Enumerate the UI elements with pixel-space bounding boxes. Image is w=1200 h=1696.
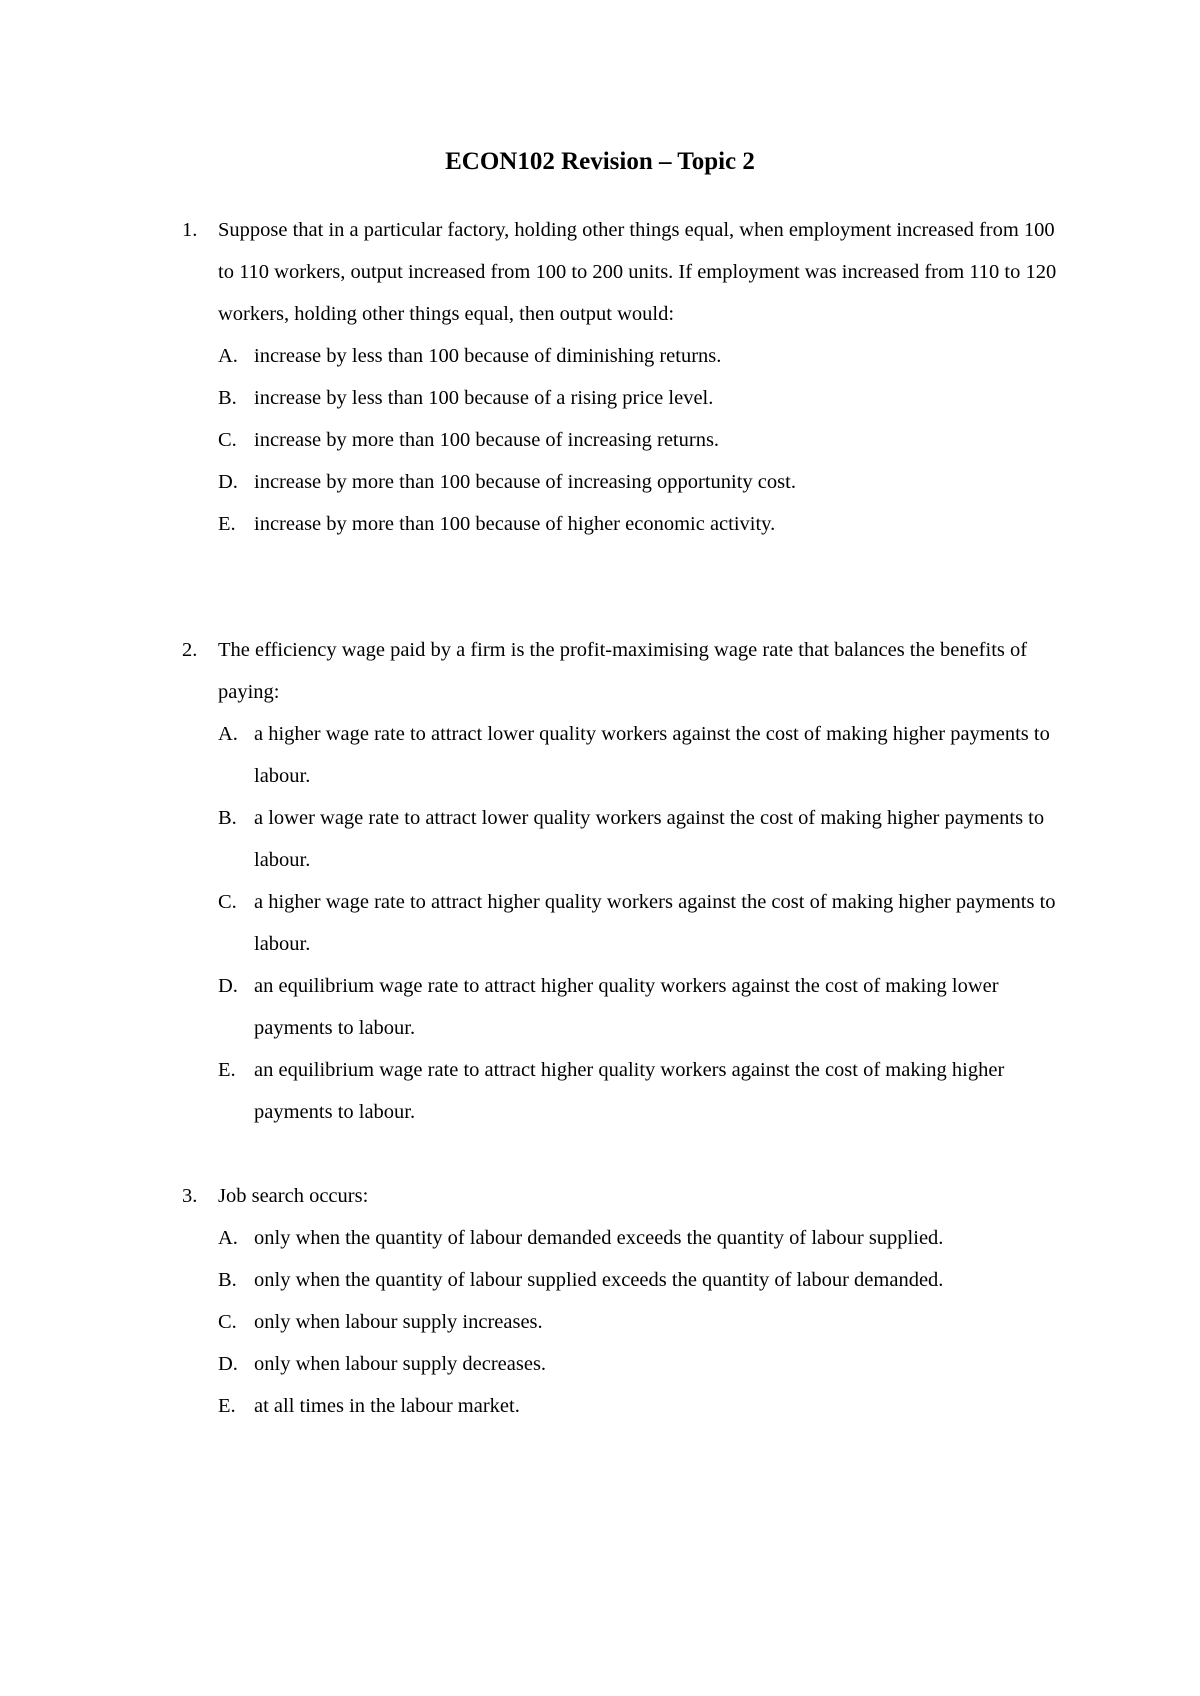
option-row (182, 881, 1062, 965)
option-row (182, 1385, 1062, 1427)
question-3 (182, 1175, 1062, 1427)
option-letter: A. (218, 723, 238, 745)
option-row (182, 1217, 1062, 1259)
option-row (182, 713, 1062, 797)
option-text: an equilibrium wage rate to attract higher quality workers against the cost of making lower payments to labour. (254, 975, 999, 1039)
option-letter: A. (218, 345, 238, 367)
option-text: increase by more than 100 because of increasing opportunity cost. (254, 471, 796, 493)
option-text: increase by less than 100 because of a rising price level. (254, 387, 714, 409)
option-text: a higher wage rate to attract lower quality workers against the cost of making higher payments to labour. (254, 723, 1050, 787)
option-row (182, 377, 1062, 419)
option-letter: D. (218, 975, 238, 997)
option-row (182, 1343, 1062, 1385)
option-letter: C. (218, 891, 237, 913)
option-letter: D. (218, 471, 238, 493)
option-letter: B. (218, 1269, 237, 1291)
option-letter: D. (218, 1353, 238, 1375)
option-row (182, 1301, 1062, 1343)
question-stem: Job search occurs: (218, 1185, 369, 1207)
option-row (182, 503, 1062, 545)
option-letter: A. (218, 1227, 238, 1249)
option-text: an equilibrium wage rate to attract higher quality workers against the cost of making higher payments to labour. (254, 1059, 1005, 1123)
option-row (182, 419, 1062, 461)
option-letter: B. (218, 387, 237, 409)
option-row (182, 461, 1062, 503)
option-text: only when labour supply increases. (254, 1311, 543, 1333)
question-number: 3. (182, 1185, 198, 1207)
question-2 (182, 629, 1062, 1133)
question-stem-row (182, 209, 1062, 335)
option-text: at all times in the labour market. (254, 1395, 520, 1417)
question-stem-row (182, 1175, 1062, 1217)
option-letter: E. (218, 513, 236, 535)
option-row (182, 965, 1062, 1049)
option-text: increase by less than 100 because of diminishing returns. (254, 345, 722, 367)
option-row (182, 1049, 1062, 1133)
option-text: only when the quantity of labour supplied exceeds the quantity of labour demanded. (254, 1269, 944, 1291)
option-letter: B. (218, 807, 237, 829)
option-text: increase by more than 100 because of higher economic activity. (254, 513, 776, 535)
question-number: 1. (182, 219, 198, 241)
option-letter: C. (218, 429, 237, 451)
question-1 (182, 209, 1062, 545)
option-letter: C. (218, 1311, 237, 1333)
question-stem: Suppose that in a particular factory, holding other things equal, when employment increased from 100 to 110 workers, output increased from 100 to 200 units. If employment was increased from 110 to 120 workers, holding other things equal, then output would: (218, 219, 1057, 325)
option-row (182, 335, 1062, 377)
page-title: ECON102 Revision – Topic 2 (445, 148, 755, 175)
question-number: 2. (182, 639, 198, 661)
option-text: a lower wage rate to attract lower quality workers against the cost of making higher payments to labour. (254, 807, 1045, 871)
option-text: a higher wage rate to attract higher quality workers against the cost of making higher payments to labour. (254, 891, 1056, 955)
question-stem: The efficiency wage paid by a firm is the profit-maximising wage rate that balances the benefits of paying: (218, 639, 1028, 703)
option-letter: E. (218, 1059, 236, 1081)
option-text: increase by more than 100 because of increasing returns. (254, 429, 720, 451)
option-text: only when the quantity of labour demanded exceeds the quantity of labour supplied. (254, 1227, 944, 1249)
option-row (182, 1259, 1062, 1301)
option-letter: E. (218, 1395, 236, 1417)
question-stem-row (182, 629, 1062, 713)
option-text: only when labour supply decreases. (254, 1353, 547, 1375)
option-row (182, 797, 1062, 881)
